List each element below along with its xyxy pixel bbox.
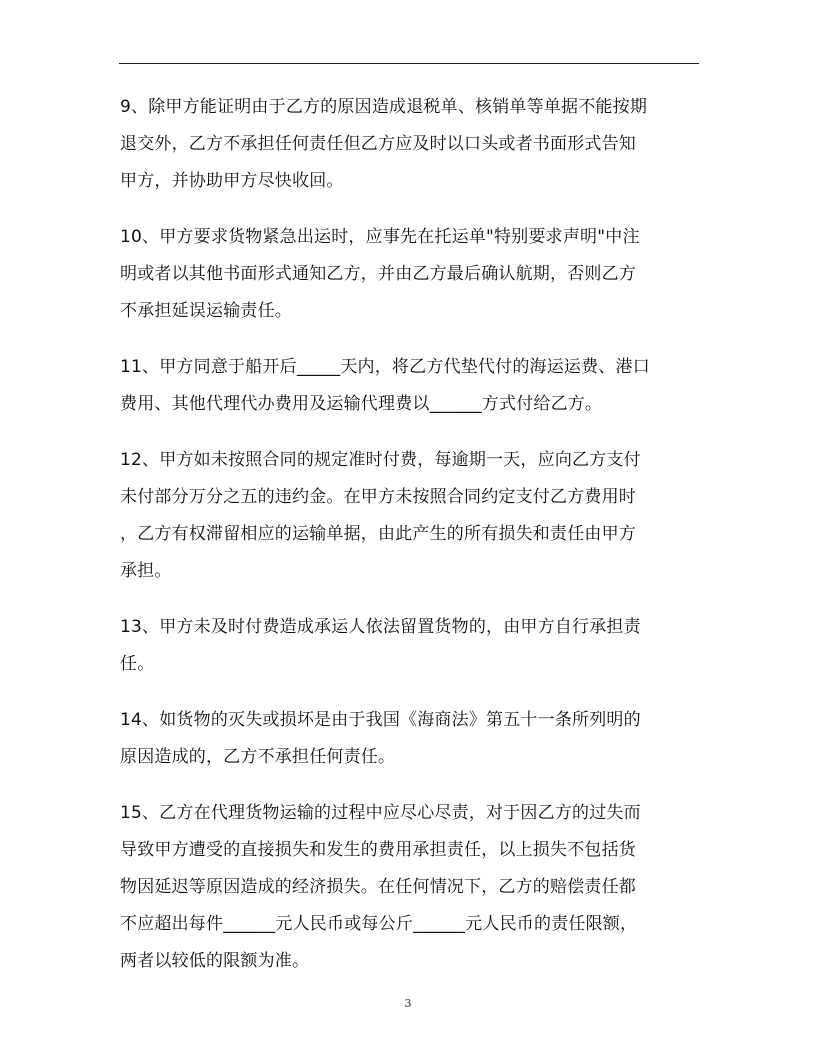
- text-line: 13、甲方未及时付费造成承运人依法留置货物的，由甲方自行承担责: [120, 617, 641, 637]
- text-line: 承担。: [120, 561, 172, 581]
- clause-15: [120, 795, 698, 980]
- clause-9: [120, 89, 698, 200]
- clause-11: [120, 349, 698, 423]
- clause-12: [120, 442, 698, 590]
- text-line: 两者以较低的限额为准。: [120, 951, 310, 971]
- text-line: 不承担延误运输责任。: [120, 301, 292, 321]
- text-line: 未付部分万分之五的违约金。在甲方未按照合同约定支付乙方费用时: [120, 487, 636, 507]
- text-line: 任。: [120, 654, 155, 674]
- header-rule: [119, 63, 699, 64]
- text-line: 14、如货物的灭失或损坏是由于我国《海商法》第五十一条所列明的: [120, 710, 641, 730]
- text-line: 11、甲方同意于船开后_____天内，将乙方代垫代付的海运运费、港口: [120, 357, 650, 377]
- text-line: 物因延迟等原因造成的经济损失。在任何情况下，乙方的赔偿责任都: [120, 877, 636, 897]
- document-body: [120, 89, 698, 999]
- text-line: 原因造成的，乙方不承担任何责任。: [120, 747, 396, 767]
- text-line: 10、甲方要求货物紧急出运时，应事先在托运单"特别要求声明"中注: [120, 227, 640, 247]
- text-line: ，乙方有权滞留相应的运输单据，由此产生的所有损失和责任由甲方: [120, 524, 636, 544]
- text-line: 明或者以其他书面形式通知乙方，并由乙方最后确认航期，否则乙方: [120, 264, 636, 284]
- text-line: 不应超出每件______元人民币或每公斤______元人民币的责任限额，: [120, 914, 638, 934]
- text-line: 导致甲方遭受的直接损失和发生的费用承担责任，以上损失不包括货: [120, 840, 636, 860]
- text-line: 12、甲方如未按照合同的规定准时付费，每逾期一天，应向乙方支付: [120, 450, 641, 470]
- text-line: 退交外，乙方不承担任何责任但乙方应及时以口头或者书面形式告知: [120, 134, 636, 154]
- text-line: 甲方，并协助甲方尽快收回。: [120, 171, 344, 191]
- text-line: 9、除甲方能证明由于乙方的原因造成退税单、核销单等单据不能按期: [120, 97, 648, 117]
- clause-14: [120, 702, 698, 776]
- clause-13: [120, 609, 698, 683]
- page-number: 3: [404, 997, 412, 1010]
- text-line: 费用、其他代理代办费用及运输代理费以______方式付给乙方。: [120, 394, 603, 414]
- text-line: 15、乙方在代理货物运输的过程中应尽心尽责，对于因乙方的过失而: [120, 803, 641, 823]
- clause-10: [120, 219, 698, 330]
